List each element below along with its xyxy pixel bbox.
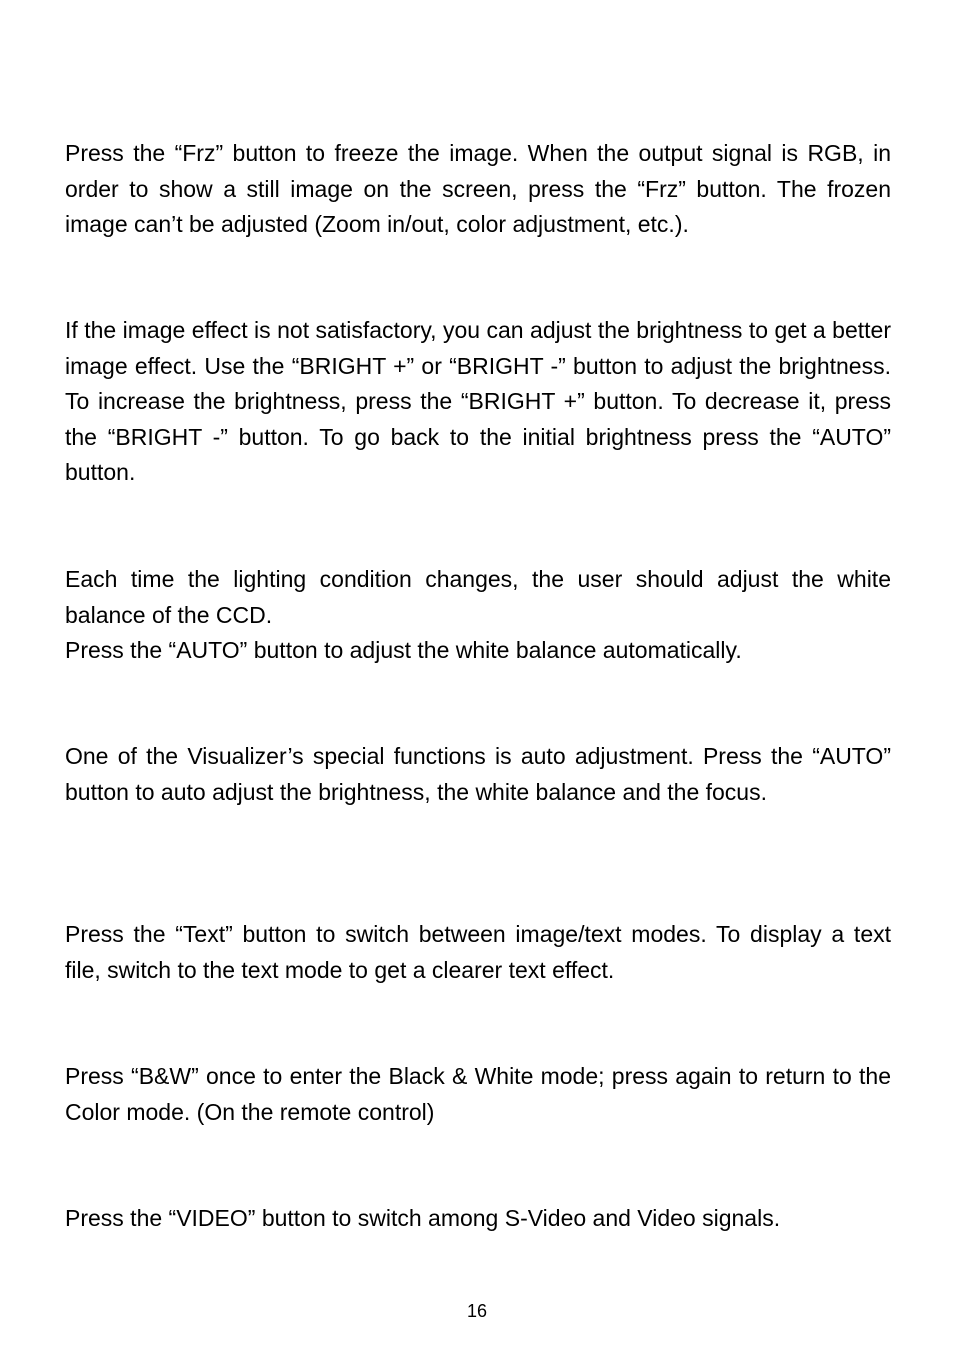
- paragraph-video: Press the “VIDEO” button to switch among S-Video and Video signals.: [65, 1205, 781, 1231]
- paragraph-freeze: Press the “Frz” button to freeze the image. When the output signal is RGB, in order to show a still image on the screen, press the “Frz” button. The frozen image can’t be adjusted (Zoom in/out, color adjustment, etc.).: [65, 140, 891, 237]
- page-number: 16: [466, 1301, 488, 1321]
- paragraph-white-balance: [65, 562, 891, 669]
- paragraph-auto-adjust: One of the Visualizer’s special functions is auto adjustment. Press the “AUTO” button to auto adjust the brightness, the white balance and the focus.: [65, 743, 891, 805]
- white-balance-auto-sentence: Press the “AUTO” button to adjust the white balance automatically.: [65, 637, 742, 663]
- paragraph-text-mode: Press the “Text” button to switch between image/text modes. To display a text file, switch to the text mode to get a clearer text effect.: [65, 921, 891, 983]
- paragraph-brightness: If the image effect is not satisfactory, you can adjust the brightness to get a better image effect. Use the “BRIGHT +” or “BRIGHT -” button to adjust the brightness. To increase the brightness, press the “BRIGHT +” button. To decrease it, press the “BRIGHT -” button. To go back to the initial brightness press the “AUTO” button.: [65, 317, 891, 485]
- paragraph-bw-mode: Press “B&W” once to enter the Black & White mode; press again to return to the Color mode. (On the remote control): [65, 1063, 891, 1125]
- white-balance-sentence: Each time the lighting condition changes, the user should adjust the white balance of the CCD.: [65, 566, 891, 628]
